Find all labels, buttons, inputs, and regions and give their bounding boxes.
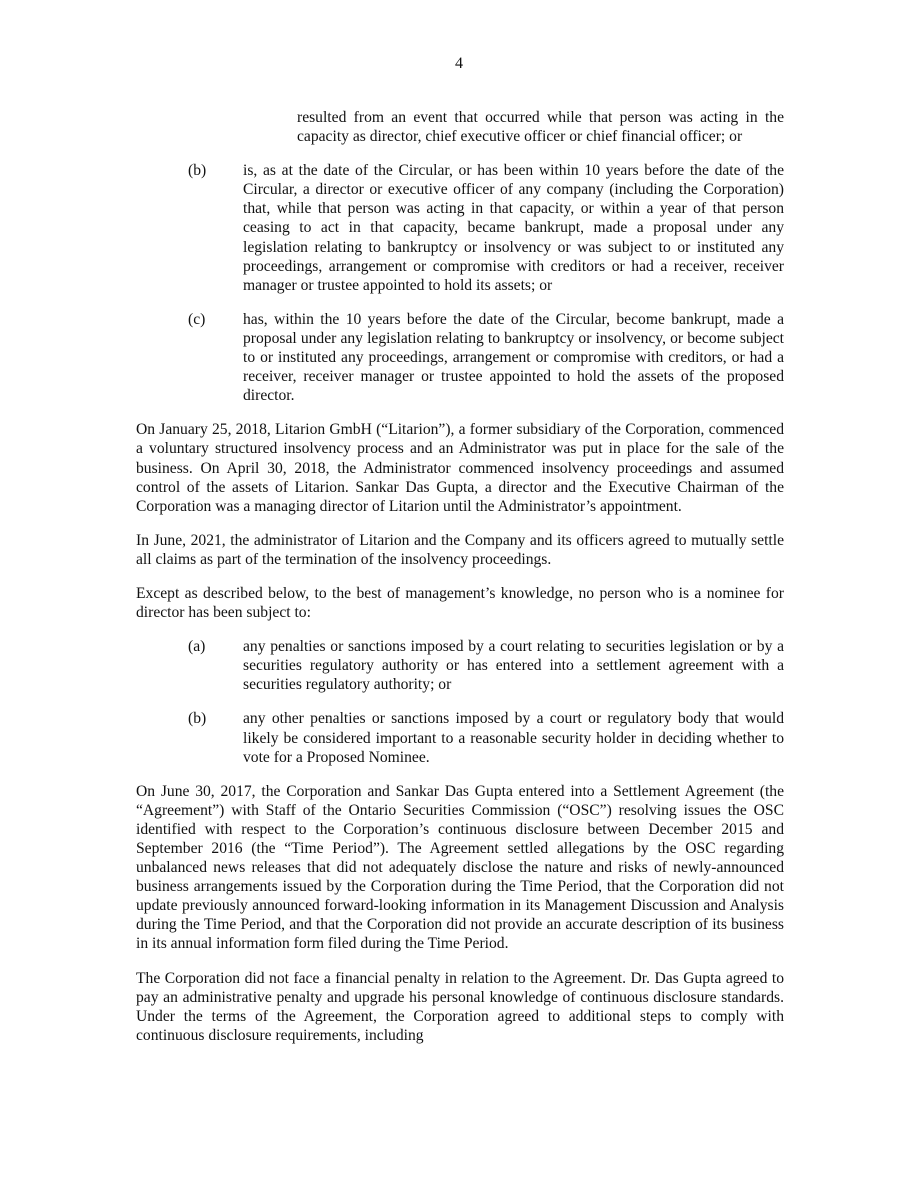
list-item-c	[136, 310, 784, 405]
paragraph-settlement-2021: In June, 2021, the administrator of Litarion and the Company and its officers agreed to mutually settle all claims as part of the termination of the insolvency proceedings.	[136, 531, 784, 568]
paragraph-litarion-insolvency: On January 25, 2018, Litarion GmbH (“Litarion”), a former subsidiary of the Corporation, commenced a voluntary structured insolvency process and an Administrator was put in place for the sale of the business. On April 30, 2018, the Administrator commenced insolvency proceedings and assumed control of the assets of Litarion. Sankar Das Gupta, a director and the Executive Chairman of the Corporation was a managing director of Litarion until the Administrator’s appointment.	[136, 421, 784, 515]
list-item-text: any other penalties or sanctions imposed by a court or regulatory body that would likely be considered important to a reasonable security holder in deciding whether to vote for a Proposed Nominee.	[243, 710, 784, 766]
document-body	[136, 108, 784, 1045]
list-marker: (c)	[188, 310, 206, 328]
list-item-a	[136, 637, 784, 694]
paragraph-nominee-intro: Except as described below, to the best of management’s knowledge, no person who is a nominee for director has been subject to:	[136, 584, 784, 622]
paragraph-penalty: The Corporation did not face a financial penalty in relation to the Agreement. Dr. Das Gupta agreed to pay an administrative penalty and upgrade his personal knowledge of continuous disclosure standards. Under the terms of the Agreement, the Corporation agreed to additional steps to comply with continuous disclosure requirements, including	[136, 969, 784, 1044]
list-item-text: any penalties or sanctions imposed by a court relating to securities legislation or by a securities regulatory authority or has entered into a settlement agreement with a securities regulatory authority; or	[243, 638, 784, 694]
continuation-paragraph: resulted from an event that occurred while that person was acting in the capacity as director, chief executive officer or chief financial officer; or	[297, 109, 784, 146]
list-item-b	[136, 161, 784, 295]
list-marker: (b)	[188, 710, 207, 728]
list-item-text: has, within the 10 years before the date of the Circular, become bankrupt, made a proposal under any legislation relating to bankruptcy or insolvency, or become subject to or instituted any proceedings, arrangement or compromise with creditors, or had a receiver, receiver manager or trustee appointed to hold the assets of the proposed director.	[243, 310, 784, 405]
list-marker: (b)	[188, 162, 207, 180]
list-marker: (a)	[188, 638, 206, 656]
list-item-text: is, as at the date of the Circular, or has been within 10 years before the date of the Circular, a director or executive officer of any company (including the Corporation) that, while that person was acting in that capacity, or within a year of that person ceasing to act in that capacity, became bankrupt, made a proposal under any legislation relating to bankruptcy or insolvency or was subject to or instituted any proceedings, arrangement or compromise with creditors or had a receiver, receiver manager or trustee appointed to hold its assets; or	[243, 162, 784, 294]
list-item-b-penalties	[136, 709, 784, 766]
page-number: 4	[455, 55, 463, 72]
paragraph-osc-agreement: On June 30, 2017, the Corporation and Sankar Das Gupta entered into a Settlement Agreement (the “Agreement”) with Staff of the Ontario Securities Commission (“OSC”) resolving issues the OSC identified with respect to the Corporation’s continuous disclosure between December 2015 and September 2016 (the “Time Period”). The Agreement settled allegations by the OSC regarding unbalanced news releases that did not adequately disclose the nature and risks of newly-announced business arrangements issued by the Corporation during the Time Period, that the Corporation did not update previously announced forward-looking information in its Management Discussion and Analysis during the Time Period, and that the Corporation did not provide an accurate description of its business in its annual information form filed during the Time Period.	[136, 782, 784, 953]
